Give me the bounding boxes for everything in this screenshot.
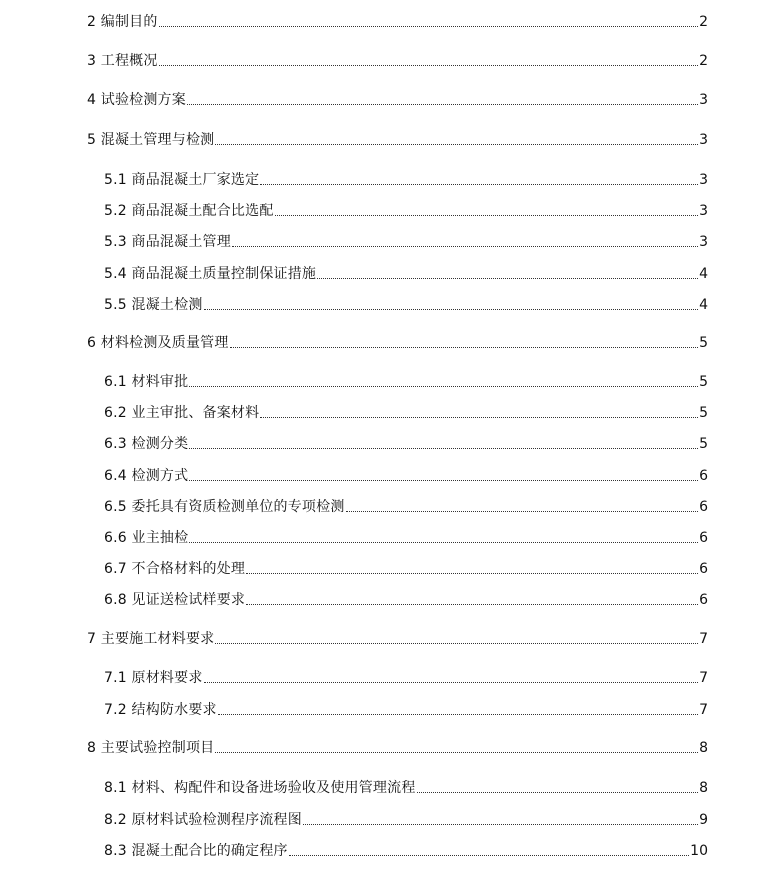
toc-entry-page-number: 4 <box>699 266 708 282</box>
toc-entry-page-number: 4 <box>699 297 708 313</box>
toc-entry[interactable] <box>104 590 708 610</box>
toc-dot-leader <box>260 416 698 418</box>
toc-entry[interactable] <box>104 466 708 486</box>
toc-entry-label: 2 编制目的 <box>87 14 158 30</box>
toc-dot-leader <box>215 642 698 644</box>
toc-entry-page-number: 8 <box>699 780 708 796</box>
toc-dot-leader <box>317 277 698 279</box>
toc-dot-leader <box>189 385 698 387</box>
toc-dot-leader <box>204 308 699 310</box>
toc-entry[interactable] <box>87 738 708 758</box>
toc-entry-label: 6.3 检测分类 <box>104 436 189 452</box>
toc-dot-leader <box>246 572 698 574</box>
toc-entry-label: 8.3 混凝土配合比的确定程序 <box>104 843 288 859</box>
toc-entry-label: 4 试验检测方案 <box>87 92 186 108</box>
toc-entry-label: 6.2 业主审批、备案材料 <box>104 405 260 421</box>
toc-entry-page-number: 6 <box>699 468 708 484</box>
toc-entry-label: 6.1 材料审批 <box>104 374 189 390</box>
toc-entry[interactable] <box>104 778 708 798</box>
toc-entry-page-number: 3 <box>699 92 708 108</box>
toc-dot-leader <box>275 214 699 216</box>
toc-entry[interactable] <box>87 12 708 32</box>
toc-entry-label: 8 主要试验控制项目 <box>87 740 215 756</box>
toc-dot-leader <box>246 603 698 605</box>
toc-entry[interactable] <box>87 90 708 110</box>
toc-dot-leader <box>204 681 699 683</box>
toc-entry[interactable] <box>104 201 708 221</box>
toc-entry[interactable] <box>104 170 708 190</box>
toc-entry-page-number: 2 <box>699 53 708 69</box>
toc-dot-leader <box>215 751 698 753</box>
toc-entry[interactable] <box>104 559 708 579</box>
toc-entry-page-number: 7 <box>699 702 708 718</box>
toc-dot-leader <box>289 854 689 856</box>
toc-entry[interactable] <box>104 403 708 423</box>
toc-dot-leader <box>189 447 698 449</box>
toc-entry[interactable] <box>104 700 708 720</box>
toc-dot-leader <box>189 541 698 543</box>
toc-entry-label: 6.6 业主抽检 <box>104 530 189 546</box>
toc-entry-label: 3 工程概况 <box>87 53 158 69</box>
toc-entry[interactable] <box>104 232 708 252</box>
toc-entry-page-number: 3 <box>699 234 708 250</box>
toc-dot-leader <box>218 713 698 715</box>
toc-entry-page-number: 7 <box>699 670 708 686</box>
toc-entry-label: 6 材料检测及质量管理 <box>87 335 229 351</box>
toc-entry-label: 6.4 检测方式 <box>104 468 189 484</box>
toc-entry-label: 7.1 原材料要求 <box>104 670 203 686</box>
toc-entry-label: 6.8 见证送检试样要求 <box>104 592 246 608</box>
toc-entry-page-number: 8 <box>699 740 708 756</box>
toc-dot-leader <box>260 183 698 185</box>
toc-entry-page-number: 5 <box>699 405 708 421</box>
toc-entry[interactable] <box>104 497 708 517</box>
toc-entry-label: 5.5 混凝土检测 <box>104 297 203 313</box>
toc-entry-page-number: 6 <box>699 530 708 546</box>
toc-entry-page-number: 9 <box>699 812 708 828</box>
toc-entry-page-number: 5 <box>699 436 708 452</box>
toc-entry[interactable] <box>104 295 708 315</box>
toc-dot-leader <box>159 64 699 66</box>
toc-entry[interactable] <box>104 264 708 284</box>
toc-entry-label: 5.1 商品混凝土厂家选定 <box>104 172 260 188</box>
toc-entry[interactable] <box>104 668 708 688</box>
toc-entry[interactable] <box>104 528 708 548</box>
toc-entry[interactable] <box>87 333 708 353</box>
toc-entry-label: 5.4 商品混凝土质量控制保证措施 <box>104 266 317 282</box>
toc-entry-label: 5.3 商品混凝土管理 <box>104 234 231 250</box>
toc-entry[interactable] <box>104 372 708 392</box>
toc-entry[interactable] <box>87 51 708 71</box>
toc-entry-page-number: 6 <box>699 592 708 608</box>
toc-entry-page-number: 5 <box>699 335 708 351</box>
toc-entry-label: 7 主要施工材料要求 <box>87 631 215 647</box>
toc-entry-page-number: 2 <box>699 14 708 30</box>
toc-entry-page-number: 3 <box>699 203 708 219</box>
toc-entry-label: 5 混凝土管理与检测 <box>87 132 215 148</box>
toc-entry[interactable] <box>87 629 708 649</box>
toc-dot-leader <box>159 25 699 27</box>
toc-dot-leader <box>417 791 699 793</box>
toc-entry-label: 6.5 委托具有资质检测单位的专项检测 <box>104 499 345 515</box>
toc-entry-page-number: 3 <box>699 172 708 188</box>
toc-entry-label: 8.2 原材料试验检测程序流程图 <box>104 812 302 828</box>
toc-entry[interactable] <box>104 434 708 454</box>
toc-entry-label: 7.2 结构防水要求 <box>104 702 217 718</box>
toc-dot-leader <box>303 823 698 825</box>
toc-entry-page-number: 5 <box>699 374 708 390</box>
toc-dot-leader <box>232 245 698 247</box>
toc-entry[interactable] <box>104 810 708 830</box>
toc-entry-label: 6.7 不合格材料的处理 <box>104 561 246 577</box>
toc-entry-page-number: 6 <box>699 561 708 577</box>
toc-entry-page-number: 10 <box>690 843 708 859</box>
toc-entry-page-number: 7 <box>699 631 708 647</box>
toc-entry-label: 8.1 材料、构配件和设备进场验收及使用管理流程 <box>104 780 416 796</box>
toc-dot-leader <box>189 479 698 481</box>
toc-entry-page-number: 6 <box>699 499 708 515</box>
toc-entry[interactable] <box>104 841 708 861</box>
toc-dot-leader <box>346 510 699 512</box>
toc-dot-leader <box>215 143 698 145</box>
toc-entry-page-number: 3 <box>699 132 708 148</box>
toc-entry[interactable] <box>87 130 708 150</box>
toc-dot-leader <box>230 346 699 348</box>
toc-entry-label: 5.2 商品混凝土配合比选配 <box>104 203 274 219</box>
toc-dot-leader <box>187 103 698 105</box>
